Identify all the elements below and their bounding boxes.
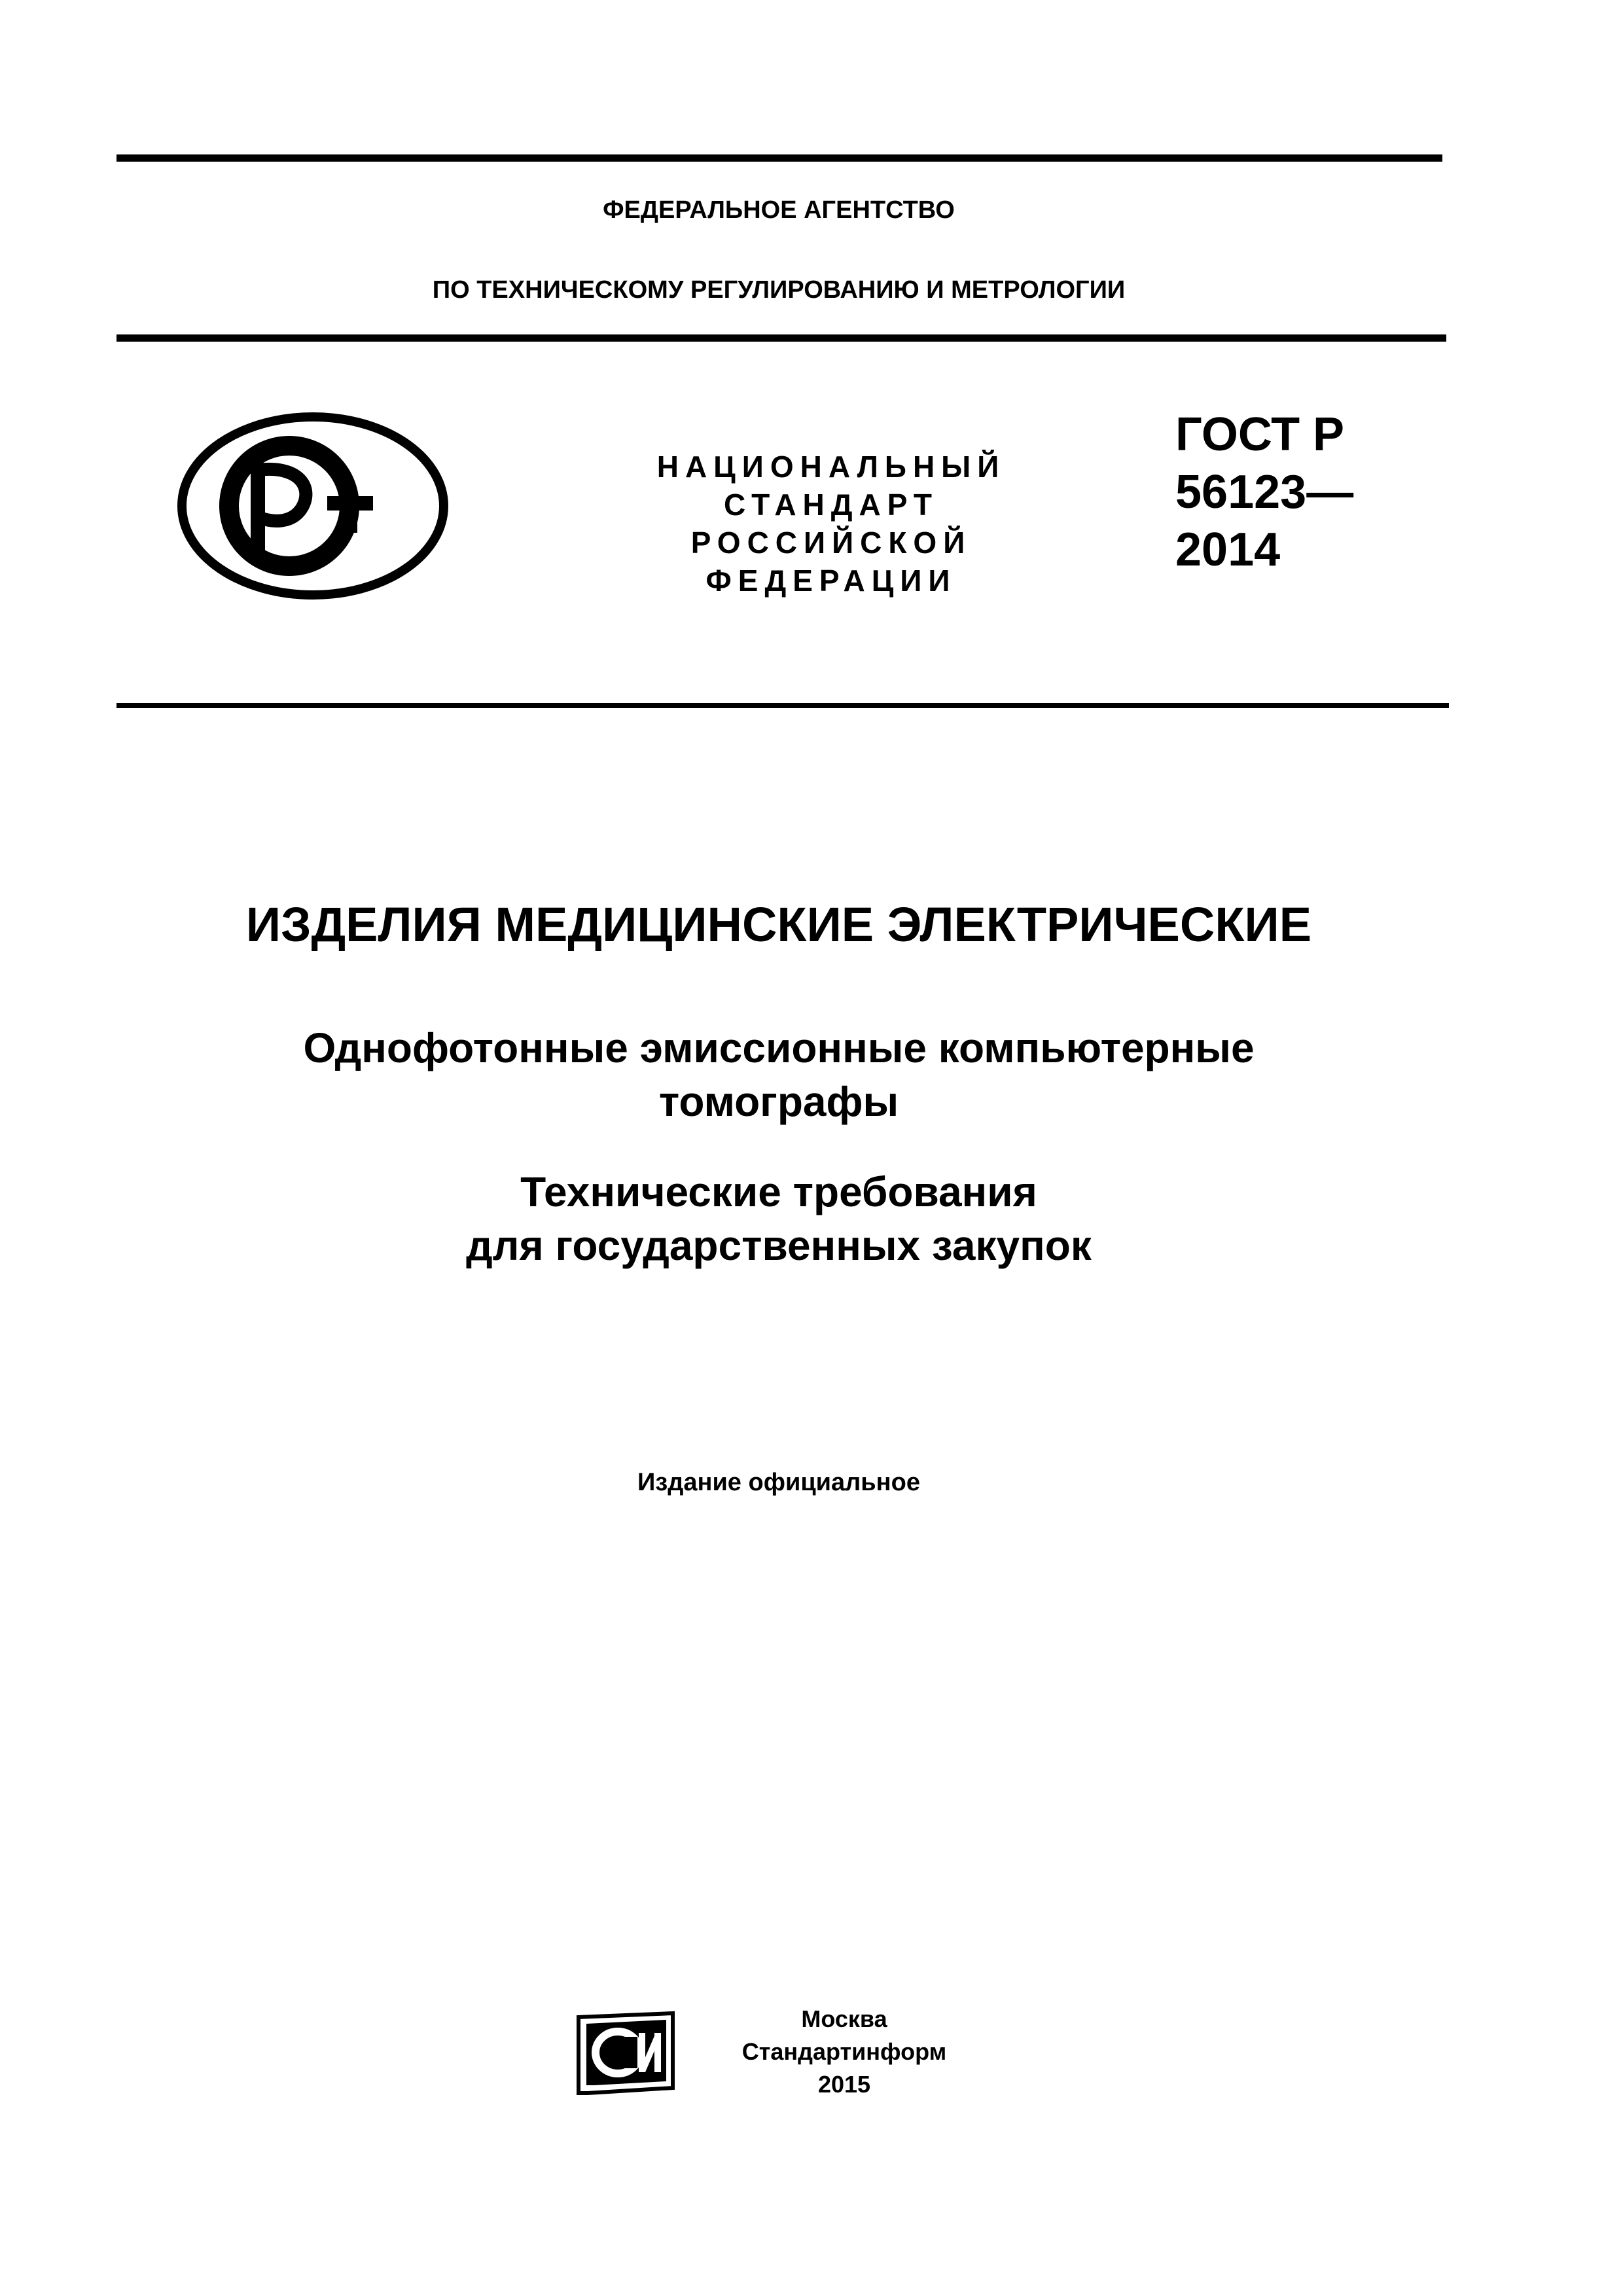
- national-line: ФЕДЕРАЦИИ: [705, 564, 957, 598]
- edition-label: Издание официальное: [637, 1469, 920, 1496]
- national-line: НАЦИОНАЛЬНЫЙ: [656, 450, 1006, 484]
- imprint-year: 2015: [817, 2071, 871, 2098]
- requirements-line: Технические требования: [520, 1168, 1037, 1215]
- standartinform-si-logo-icon: [575, 2011, 681, 2097]
- document-subtitle: [0, 1021, 1558, 1128]
- imprint-city: Москва: [801, 2005, 887, 2032]
- gost-line: ГОСТ Р: [1175, 408, 1345, 461]
- imprint-publisher: Стандартинформ: [741, 2038, 947, 2065]
- gost-line: 56123—: [1175, 466, 1354, 518]
- national-line: СТАНДАРТ: [724, 488, 938, 522]
- top-divider: [116, 154, 1442, 162]
- national-standard-label: [609, 448, 1054, 600]
- header-divider: [116, 334, 1446, 342]
- rst-certification-mark-icon: [177, 412, 449, 600]
- subtitle-line: Однофотонные эмиссионные компьютерные: [303, 1024, 1255, 1071]
- standard-divider: [116, 703, 1449, 708]
- requirements-line: для государственных закупок: [466, 1222, 1092, 1269]
- document-title: ИЗДЕЛИЯ МЕДИЦИНСКИЕ ЭЛЕКТРИЧЕСКИЕ: [245, 897, 1312, 952]
- gost-line: 2014: [1175, 524, 1281, 576]
- gost-number: [1175, 406, 1450, 579]
- publisher-imprint: [707, 2003, 982, 2101]
- agency-name-line-2: ПО ТЕХНИЧЕСКОМУ РЕГУЛИРОВАНИЮ И МЕТРОЛОГИИ: [432, 276, 1126, 304]
- document-requirements-title: [0, 1165, 1558, 1272]
- national-line: РОССИЙСКОЙ: [690, 526, 972, 560]
- agency-name-line-1: ФЕДЕРАЛЬНОЕ АГЕНТСТВО: [603, 196, 955, 224]
- subtitle-line: томографы: [658, 1078, 899, 1125]
